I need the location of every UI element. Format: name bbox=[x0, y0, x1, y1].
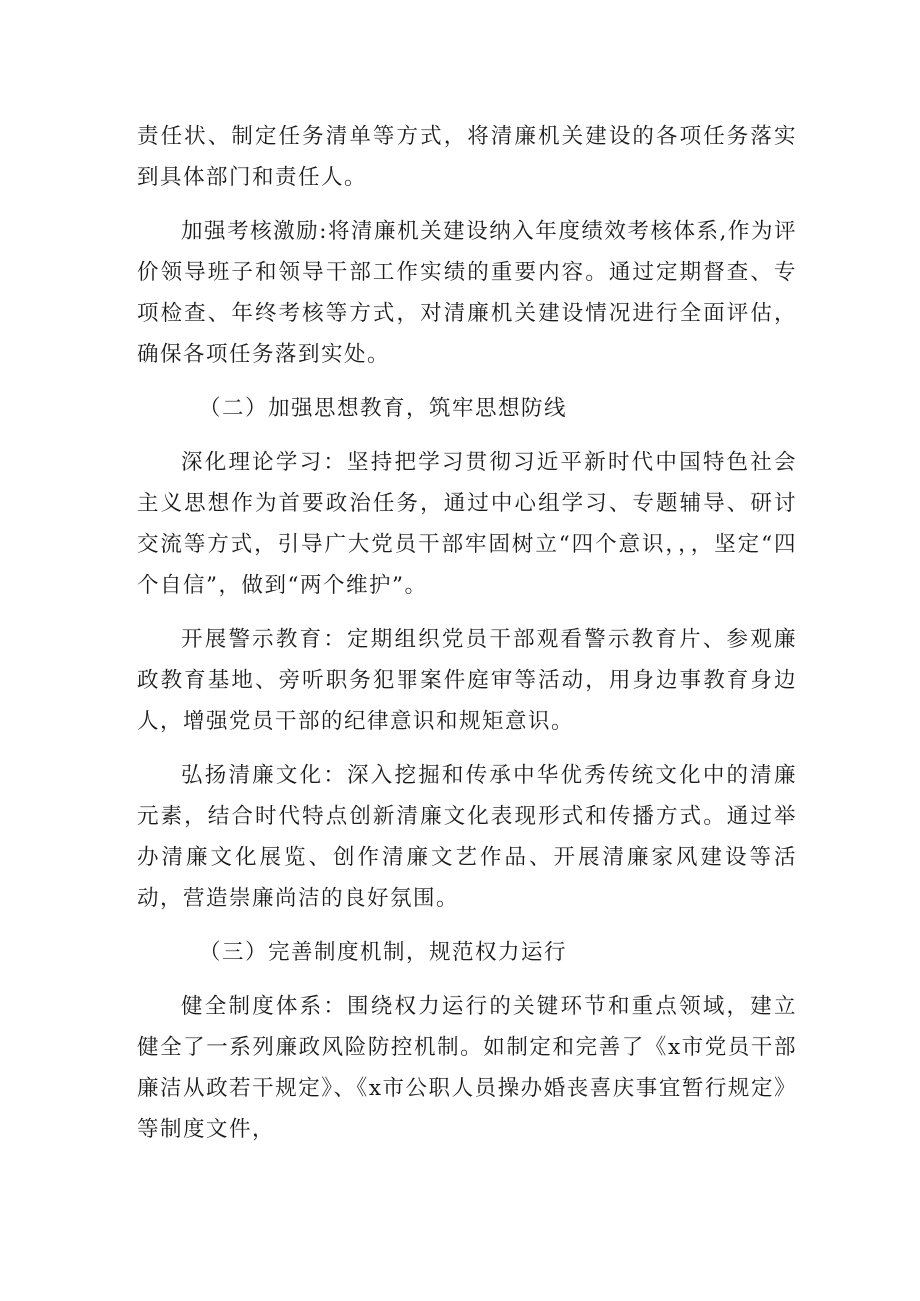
document-body bbox=[137, 116, 797, 1163]
paragraph-warning-education: 开展警示教育：定期组织党员干部观看警示教育片、参观廉政教育基地、旁听职务犯罪案件庭审等活动，用身边事教育身边人，增强党员干部的纪律意识和规矩意识。 bbox=[137, 627, 797, 734]
paragraph-continuation: 责任状、制定任务清单等方式，将清廉机关建设的各项任务落实到具体部门和责任人。 bbox=[137, 124, 797, 190]
paragraph-theory-study: 深化理论学习：坚持把学习贯彻习近平新时代中国特色社会主义思想作为首要政治任务，通过中心组学习、专题辅导、研讨交流等方式，引导广大党员干部牢固树立“四个意识，，，坚定“四个自信”，做到“两个维护”。 bbox=[137, 450, 797, 598]
paragraph-institutional-system: 健全制度体系：围绕权力运行的关键环节和重点领域，建立健全了一系列廉政风险防控机制。如制定和完善了《x市党员干部廉洁从政若干规定》、《x市公职人员操办婚丧喜庆事宜暂行规定》等制度文件， bbox=[137, 994, 797, 1142]
section-heading-ideological-education: （二）加强思想教育，筑牢思想防线 bbox=[199, 396, 568, 421]
section-heading-institutional-mechanism: （三）完善制度机制，规范权力运行 bbox=[199, 940, 568, 965]
paragraph-clean-culture: 弘扬清廉文化：深入挖掘和传承中华优秀传统文化中的清廉元素，结合时代特点创新清廉文化表现形式和传播方式。通过举办清廉文化展览、创作清廉文艺作品、开展清廉家风建设等活动，营造崇廉尚洁的良好氛围。 bbox=[137, 763, 797, 911]
paragraph-assessment-incentive: 加强考核激励:将清廉机关建设纳入年度绩效考核体系,作为评价领导班子和领导干部工作实绩的重要内容。通过定期督查、专项检查、年终考核等方式，对清廉机关建设情况进行全面评估，确保各项任务落到实处。 bbox=[137, 219, 797, 367]
